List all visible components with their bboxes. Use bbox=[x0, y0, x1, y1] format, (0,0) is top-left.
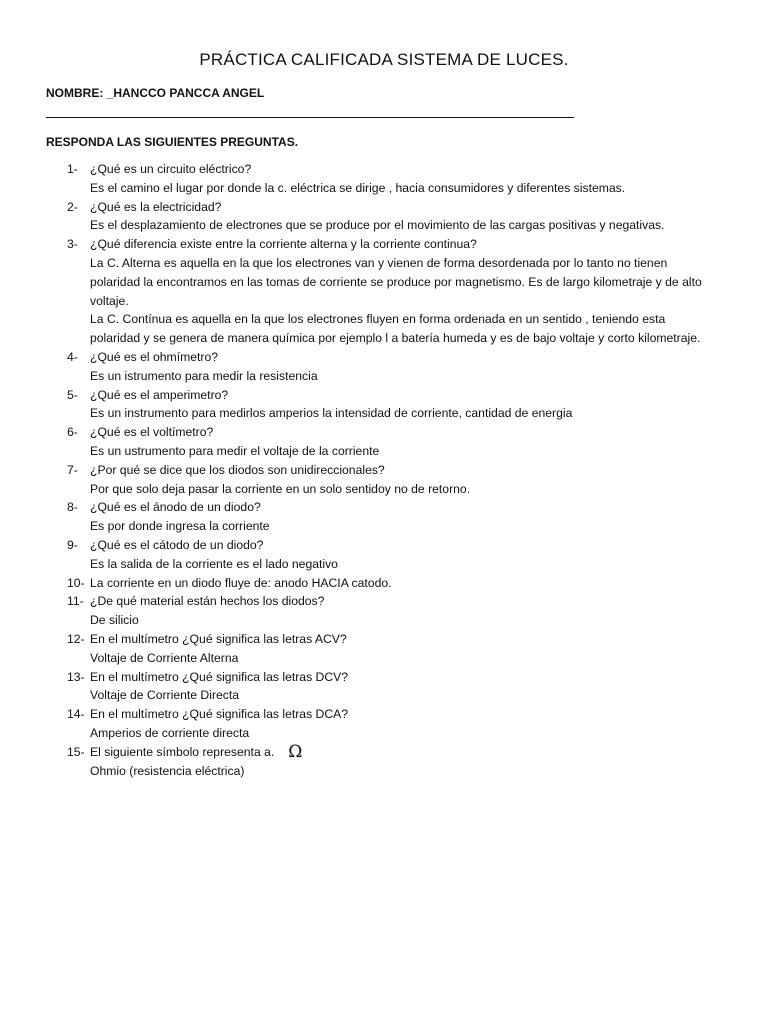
answer-text: Voltaje de Corriente Alterna bbox=[90, 650, 239, 665]
question-item bbox=[67, 198, 717, 236]
question-text: ¿Qué es el cátodo de un diodo? bbox=[90, 537, 264, 552]
question-text: En el multímetro ¿Qué significa las letras ACV? bbox=[90, 631, 347, 646]
answer-text: Amperios de corriente directa bbox=[90, 725, 250, 740]
question-text: ¿Qué es el ohmímetro? bbox=[90, 349, 219, 364]
question-text: ¿Qué es el ánodo de un diodo? bbox=[90, 500, 261, 515]
question-number: 13- bbox=[67, 669, 85, 684]
question-number: 5- bbox=[67, 387, 78, 402]
question-number: 11- bbox=[67, 594, 84, 609]
question-text: ¿Por qué se dice que los diodos son unidireccionales? bbox=[90, 462, 385, 477]
answer-text: Por que solo deja pasar la corriente en un solo sentidoy no de retorno. bbox=[90, 481, 471, 496]
underline-divider bbox=[46, 117, 574, 118]
answer-text: Voltaje de Corriente Directa bbox=[90, 688, 240, 703]
question-item bbox=[67, 160, 717, 198]
question-number: 1- bbox=[67, 162, 78, 176]
question-item bbox=[67, 235, 717, 348]
question-item bbox=[67, 423, 717, 461]
question-text: El siguiente símbolo representa a. bbox=[90, 744, 275, 759]
question-item bbox=[67, 536, 717, 574]
answer-text: Es por donde ingresa la corriente bbox=[90, 519, 270, 534]
question-number: 12- bbox=[67, 631, 85, 646]
answer-text: De silicio bbox=[90, 613, 139, 628]
question-number: 15- bbox=[67, 744, 85, 759]
question-item bbox=[67, 743, 717, 781]
question-text: ¿Qué es el amperimetro? bbox=[90, 387, 229, 402]
answer-text: Es un istrumento para medir la resistencia bbox=[90, 368, 318, 383]
question-item bbox=[67, 386, 717, 424]
student-name-line: NOMBRE: _HANCCO PANCCA ANGEL bbox=[46, 86, 265, 100]
question-number: 6- bbox=[67, 425, 78, 440]
question-number: 14- bbox=[67, 707, 85, 722]
question-item bbox=[67, 348, 717, 386]
question-list bbox=[67, 160, 717, 780]
question-item bbox=[67, 498, 717, 536]
question-row bbox=[90, 743, 717, 762]
instructions-heading: RESPONDA LAS SIGUIENTES PREGUNTAS. bbox=[46, 135, 299, 149]
question-item bbox=[67, 630, 717, 668]
question-number: 4- bbox=[67, 349, 78, 364]
question-item bbox=[67, 461, 717, 499]
question-item bbox=[67, 668, 717, 706]
answer-text: Ohmio (resistencia eléctrica) bbox=[90, 763, 245, 778]
omega-icon: Ω bbox=[288, 741, 303, 762]
question-number: 10- bbox=[67, 575, 85, 590]
answer-text: La C. Contínua es aquella en la que los electrones fluyen en forma ordenada en un sentido , teniendo esta polaridad y se genera de manera química por ejemplo l a batería humeda y es de bajo voltaje y corto kilometraje. bbox=[90, 312, 701, 346]
answer-text: Es un ustrumento para medir el voltaje de la corriente bbox=[90, 443, 380, 458]
answer-text: Es el desplazamiento de electrones que se produce por el movimiento de las cargas positivas y negativas. bbox=[90, 218, 665, 233]
question-text: ¿Qué es un circuito eléctrico? bbox=[90, 162, 252, 176]
question-number: 9- bbox=[67, 537, 78, 552]
question-number: 3- bbox=[67, 237, 78, 252]
question-text: ¿Qué diferencia existe entre la corriente alterna y la corriente continua? bbox=[90, 237, 477, 252]
question-text: ¿Qué es el voltímetro? bbox=[90, 425, 214, 440]
question-number: 7- bbox=[67, 462, 78, 477]
answer-text: Es la salida de la corriente es el lado negativo bbox=[90, 556, 338, 571]
question-number: 8- bbox=[67, 500, 78, 515]
answer-text: Es un instrumento para medirlos amperios la intensidad de corriente, cantidad de energia bbox=[90, 406, 573, 421]
page-title: PRÁCTICA CALIFICADA SISTEMA DE LUCES. bbox=[199, 50, 569, 69]
question-text: En el multímetro ¿Qué significa las letras DCA? bbox=[90, 707, 349, 722]
question-item bbox=[67, 592, 717, 630]
question-number: 2- bbox=[67, 199, 78, 214]
answer-text: Es el camino el lugar por donde la c. eléctrica se dirige , hacia consumidores y diferentes sistemas. bbox=[90, 180, 626, 195]
question-text: En el multímetro ¿Qué significa las letras DCV? bbox=[90, 669, 349, 684]
question-text: La corriente en un diodo fluye de: anodo HACIA catodo. bbox=[90, 575, 392, 590]
answer-text: La C. Alterna es aquella en la que los electrones van y vienen de forma desordenada por lo tanto no tienen polaridad la encontramos en las tomas de corriente se produce por magnetismo. Es de largo kilometraje y de alto voltaje. bbox=[90, 255, 702, 308]
question-item bbox=[67, 705, 717, 743]
question-text: ¿De qué material están hechos los diodos? bbox=[90, 594, 325, 609]
question-item bbox=[67, 574, 717, 593]
question-text: ¿Qué es la electricidad? bbox=[90, 199, 222, 214]
